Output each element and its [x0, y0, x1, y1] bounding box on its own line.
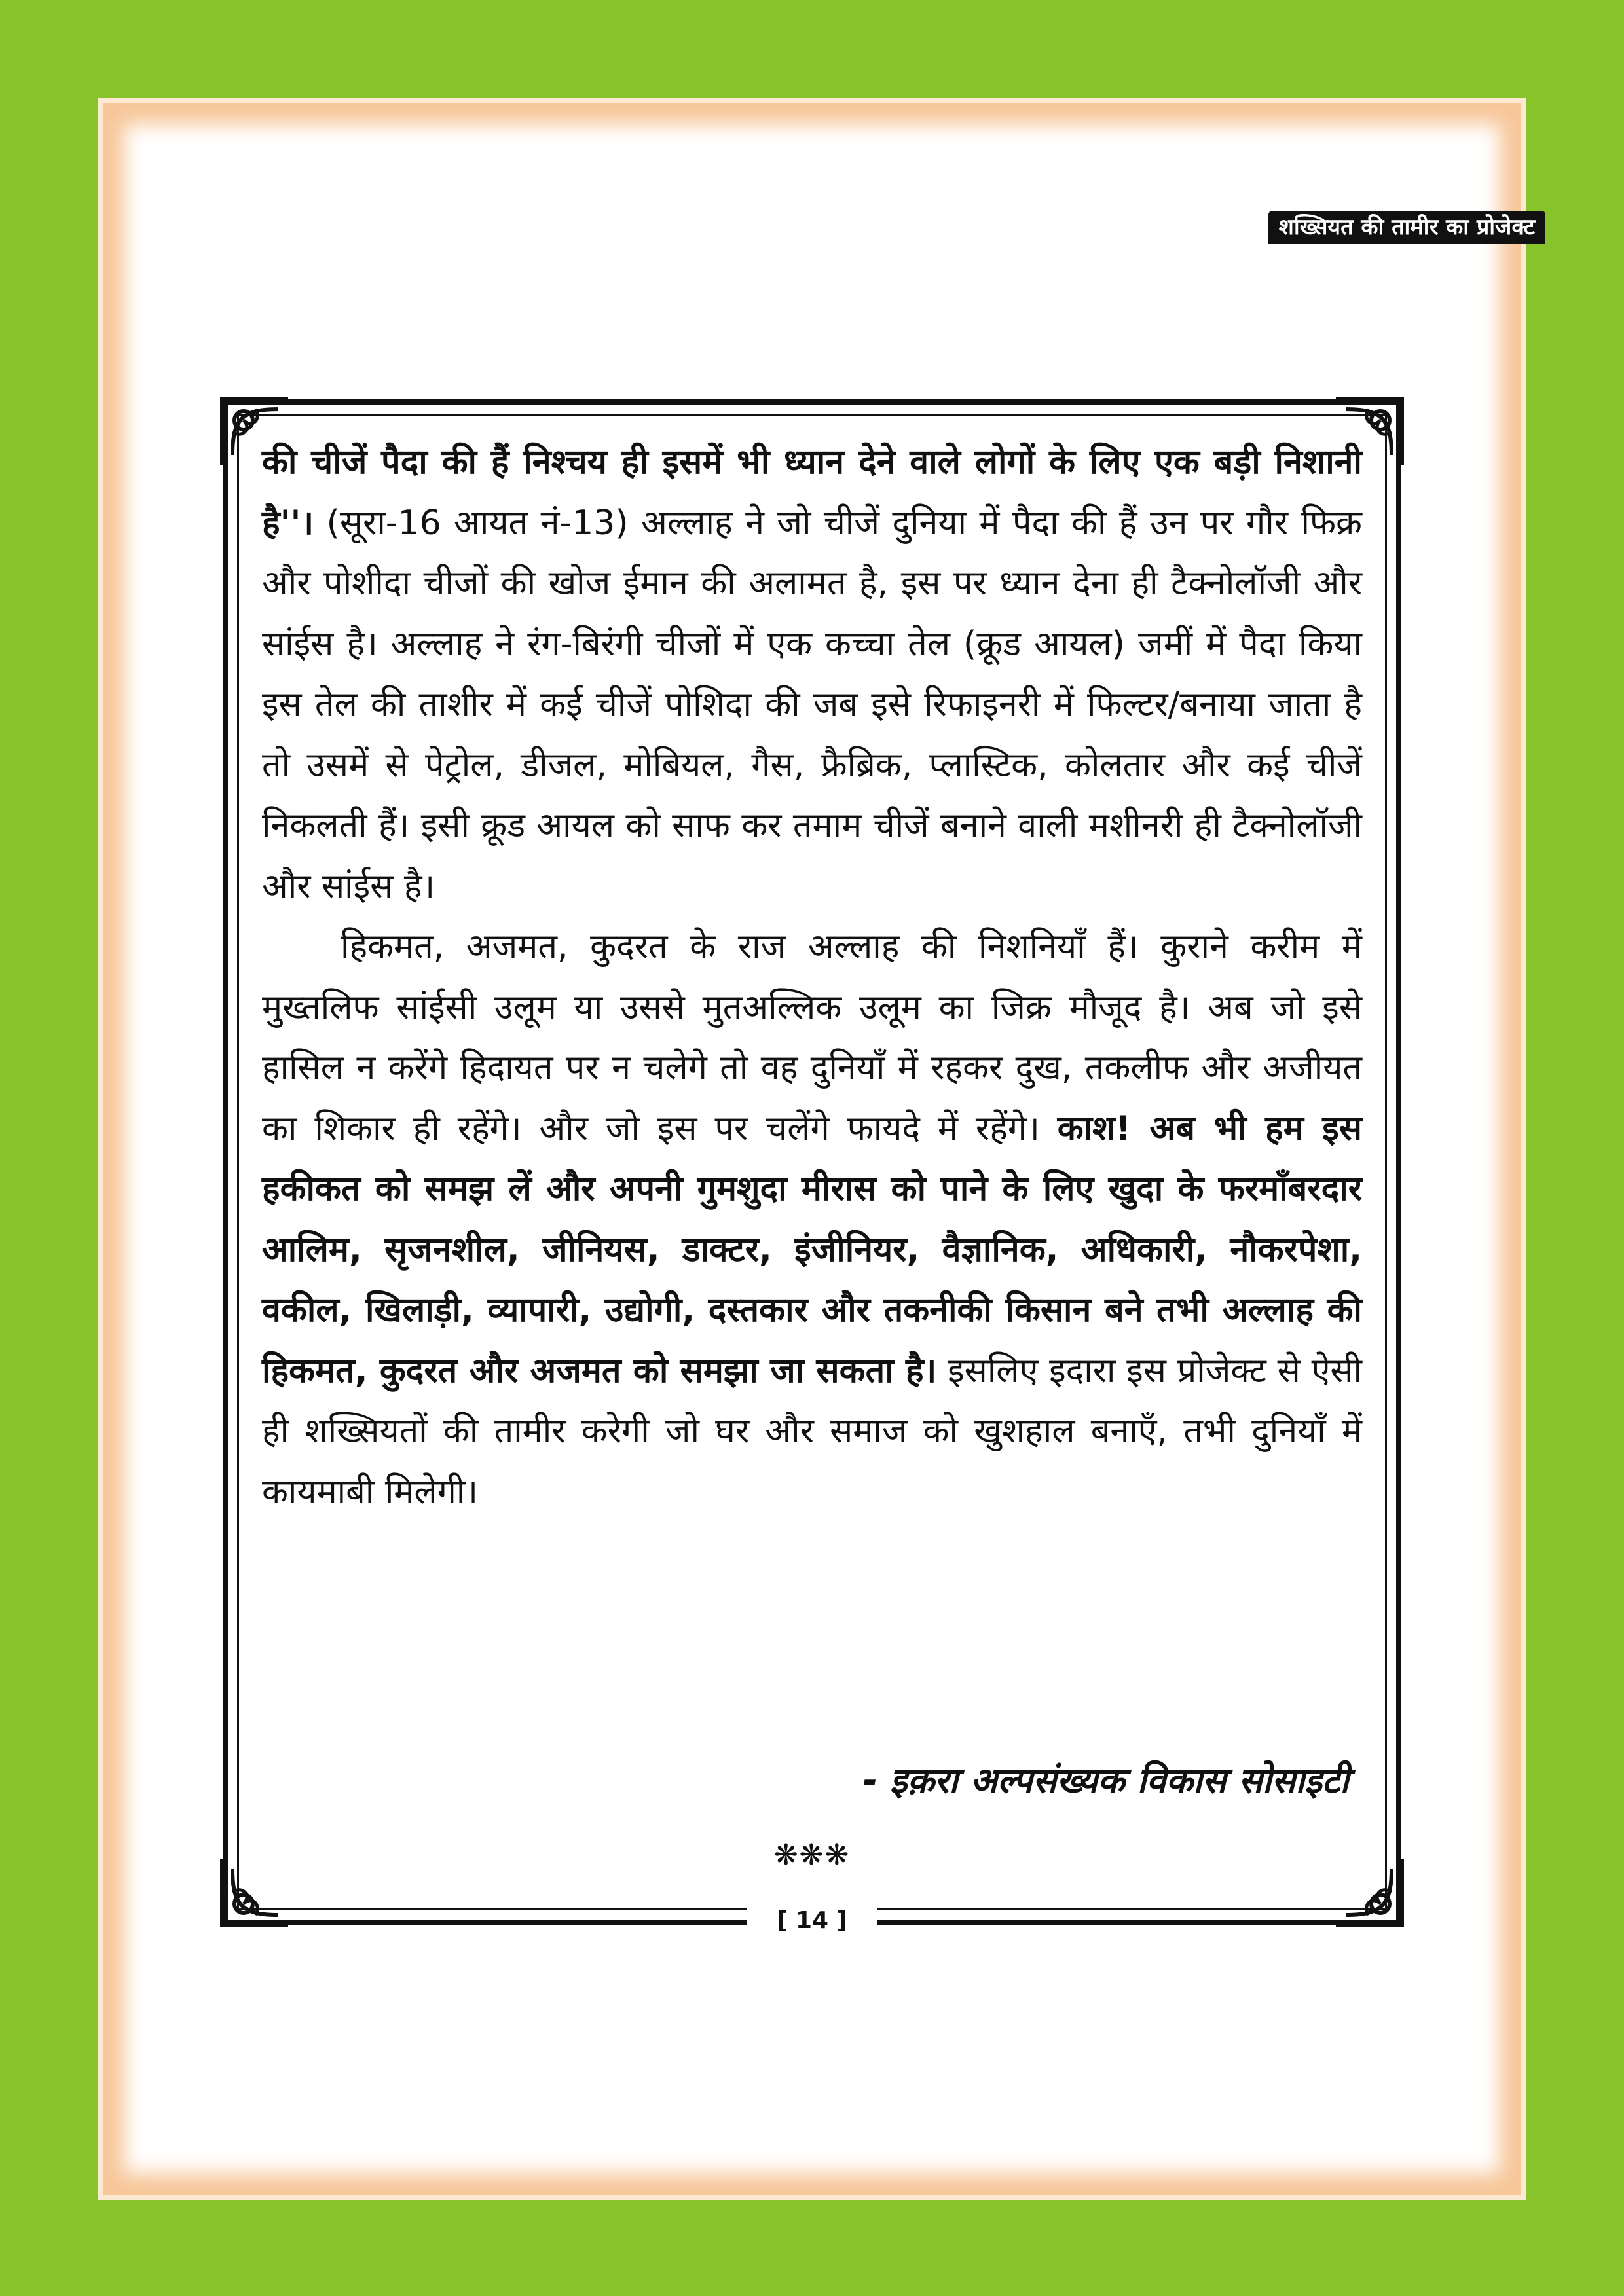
- corner-ornament-icon: [216, 1853, 295, 1931]
- paragraph-2-text: हिकमत, अजमत, कुदरत के राज अल्लाह की निशनियाँ हैं। कुराने करीम में मुख्तलिफ सांईसी उलूम या उससे मुतअल्लिक उलूम का जिक्र मौजूद है। अब जो इसे हासिल न करेंगे हिदायत पर न चलेगे तो वह दुनियाँ में रहकर दुख, तकलीफ और अजीयत का शिकार ही रहेंगे। और जो इस पर चलेंगे फायदे में रहेंगे।: [262, 927, 1363, 1148]
- flower-ornament-icon: ❋❋❋: [773, 1838, 851, 1872]
- paragraph-2: [262, 917, 1362, 1522]
- page-number: [ 14 ]: [747, 1903, 877, 1939]
- paragraph-2-tail: इसलिए इदारा इस प्रोजेक्ट से ऐसी ही शख्सियतों की तामीर करेगी जो घर और समाज को खुशहाल बनाएँ, तभी दुनियाँ में कायमाबी मिलेगी।: [262, 1351, 1362, 1512]
- body-text: [262, 432, 1362, 1522]
- paragraph-1: [262, 432, 1362, 917]
- paragraph-2-bold: काश! अब भी हम इस हकीकत को समझ लें और अपनी गुमशुदा मीरास को पाने के लिए खुदा के फरमाँबरदार आलिम, सृजनशील, जीनियस, डाक्टर, इंजीनियर, वैज्ञानिक, अधिकारी, नौकरपेशा, वकील, खिलाड़ी, व्यापारी, उद्योगी, दस्तकार और तकनीकी किसान बने तभी अल्लाह की हिकमत, कुदरत और अजमत को समझा जा सकता है।: [262, 1108, 1362, 1391]
- paragraph-1-text: (सूरा-16 आयत नं-13) अल्लाह ने जो चीजें दुनिया में पैदा की हैं उन पर गौर फिक्र और पोशीदा चीजों की खोज ईमान की अलामत है, इस पर ध्यान देना ही टैक्नोलॉजी और सांईस है। अल्लाह ने रंग-बिरंगी चीजों में एक कच्चा तेल (क्रूड आयल) जमीं में पैदा किया इस तेल की ताशीर में कई चीजें पोशिदा की जब इसे रिफाइनरी में फिल्टर/बनाया जाता है तो उसमें से पेट्रोल, डीजल, मोबियल, गैस, फ्रैब्रिक, प्लास्टिक, कोलतार और कई चीजें निकलती हैं। इसी क्रूड आयल को साफ कर तमाम चीजें बनाने वाली मशीनरी ही टैक्नोलॉजी और सांईस है।: [262, 503, 1362, 906]
- quote-bold: की चीजें पैदा की हैं निश्चय ही इसमें भी ध्यान देने वाले लोगों के लिए एक बड़ी निशानी है''।: [262, 443, 1362, 543]
- corner-ornament-icon: [1329, 1853, 1408, 1931]
- signature: - इक़रा अल्पसंख्यक विकास सोसाइटी: [862, 1760, 1349, 1801]
- running-title: शख्सियत की तामीर का प्रोजेक्ट: [1268, 211, 1545, 244]
